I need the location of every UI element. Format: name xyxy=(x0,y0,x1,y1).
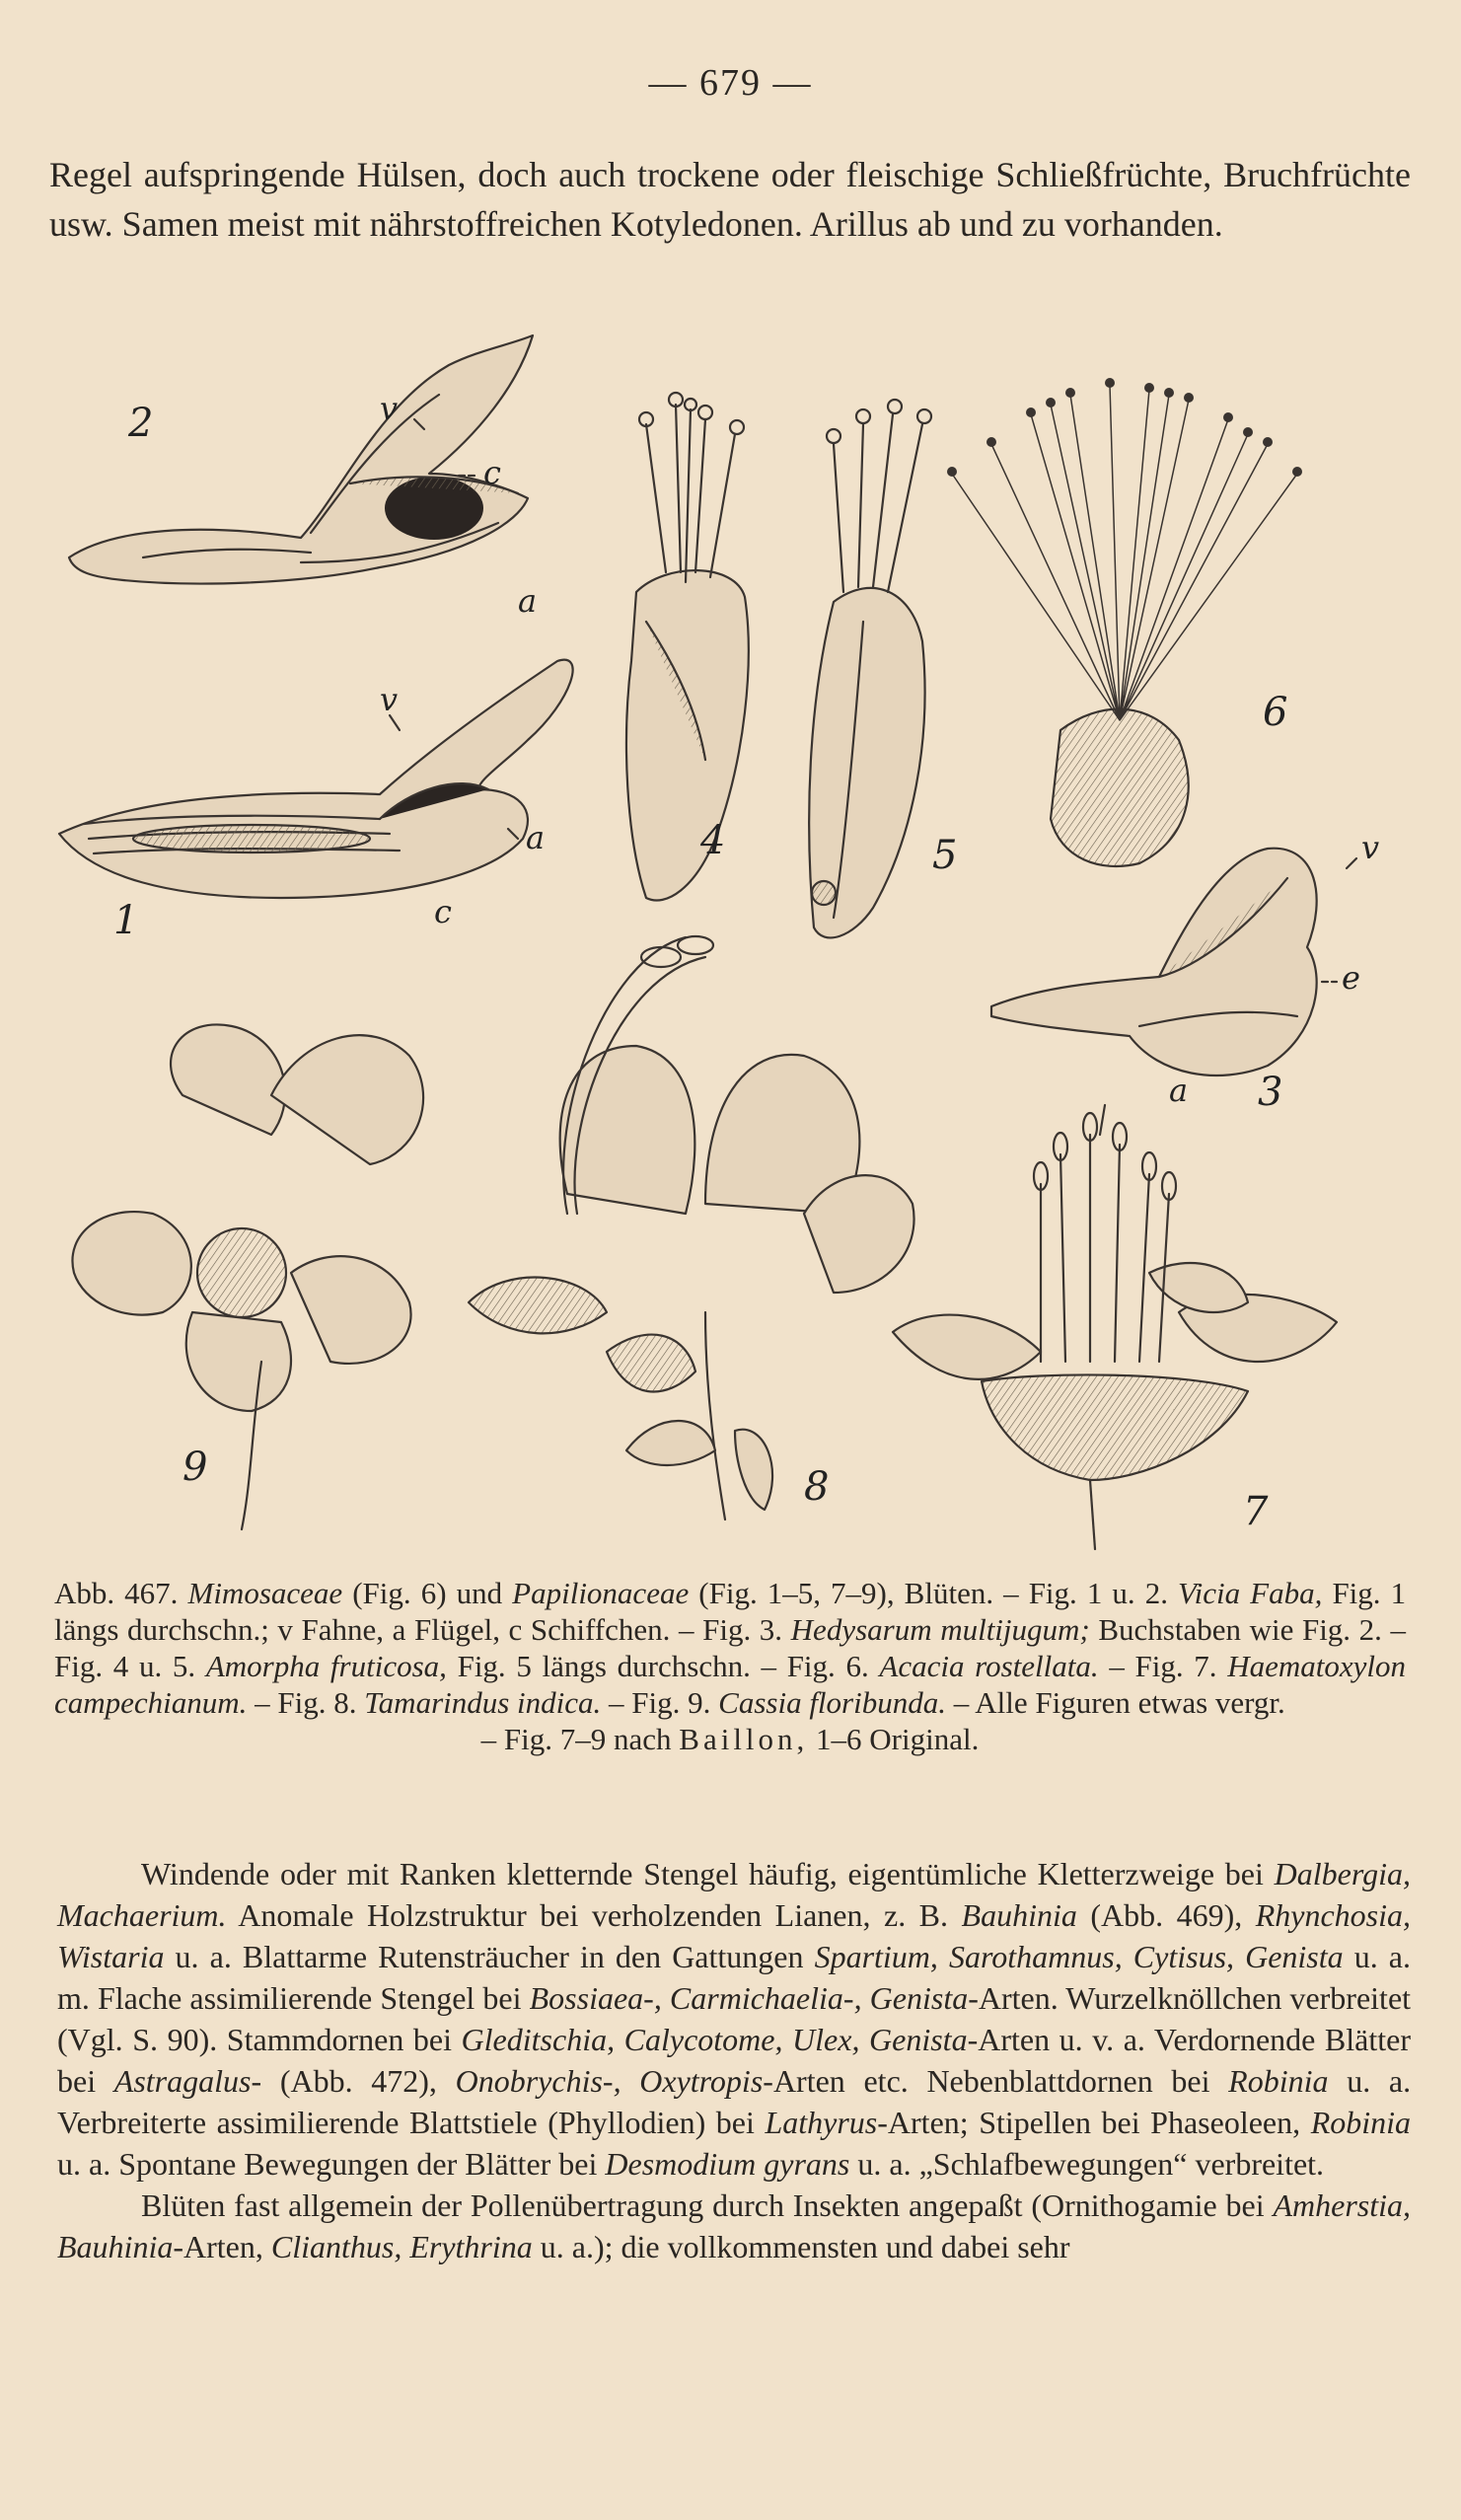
fig3-label-e: e xyxy=(1342,959,1360,997)
fig-label-7: 7 xyxy=(1243,1489,1269,1534)
body-paragraph-1 xyxy=(57,1853,1411,2185)
body-text-run: u. a. Blattarme Rutensträucher in den Gattungen xyxy=(175,1939,804,1974)
body-taxon: Robinia xyxy=(1228,2063,1329,2099)
body-paragraph-2 xyxy=(57,2185,1411,2267)
figure-1-drawing xyxy=(59,660,573,898)
body-taxon: Bauhinia xyxy=(961,1897,1077,1933)
fig1-label-v: v xyxy=(380,681,399,718)
fig-label-6: 6 xyxy=(1263,690,1288,735)
figure-5-drawing xyxy=(809,400,931,937)
fig3-label-a: a xyxy=(1169,1072,1189,1109)
body-taxon: Dalbergia, Machaerium. xyxy=(57,1856,1411,1933)
figure-7-drawing xyxy=(893,1105,1337,1549)
body-text-run: Windende oder mit Ranken kletternde Stengel häufig, eigentümliche Kletterzweige bei xyxy=(141,1856,1264,1891)
fig2-label-a: a xyxy=(518,582,538,620)
fig-label-3: 3 xyxy=(1258,1070,1283,1115)
fig2-label-v: v xyxy=(380,390,399,427)
caption-author: Baillon, xyxy=(679,1722,809,1756)
caption-text: (Fig. 6) und xyxy=(352,1576,503,1610)
body-taxon: Lathyrus- xyxy=(765,2105,888,2140)
body-text-run: Blüten fast allgemein der Pollenübertragung durch Insekten angepaßt (Ornithogamie bei xyxy=(141,2187,1265,2223)
caption-source-line xyxy=(54,1721,1406,1757)
body-text-run: (Abb. 469), xyxy=(1090,1897,1243,1933)
caption-taxon: Acacia rostellata. xyxy=(879,1649,1099,1683)
figure-6-drawing xyxy=(947,378,1302,866)
body-text-run: Anomale Holzstruktur bei verholzenden Lianen, z. B. xyxy=(238,1897,949,1933)
body-text-run: Arten; Stipellen bei Phaseoleen, xyxy=(887,2105,1301,2140)
figure-caption xyxy=(54,1575,1406,1757)
figure-illustration xyxy=(54,326,1411,1569)
botanical-figure-plate xyxy=(54,326,1411,1569)
caption-text: – Fig. 8. xyxy=(255,1685,357,1720)
fig-label-2: 2 xyxy=(128,401,154,446)
caption-paragraph xyxy=(54,1575,1406,1721)
fig-label-4: 4 xyxy=(700,818,726,863)
fig-label-5: 5 xyxy=(932,833,958,878)
caption-text: – Fig. 7. xyxy=(1109,1649,1217,1683)
fig-label-1: 1 xyxy=(113,898,139,943)
caption-taxon: Papilionaceae xyxy=(512,1576,690,1610)
caption-text: – Fig. 7–9 nach xyxy=(480,1722,672,1756)
caption-taxon: Tamarindus indica. xyxy=(364,1685,602,1720)
caption-taxon: Haematoxylon campechianum. xyxy=(54,1649,1407,1720)
figure-2-drawing xyxy=(69,335,533,584)
body-taxon: Onobrychis-, Oxytropis- xyxy=(455,2063,773,2099)
figure-9-drawing xyxy=(72,1024,423,1529)
caption-taxon: Amorpha fruticosa, xyxy=(205,1649,447,1683)
body-taxon: Gleditschia, Calycotome, Ulex, Genista- xyxy=(461,2022,979,2057)
caption-abb: Abb. 467. xyxy=(54,1576,179,1610)
caption-text: 1–6 Original. xyxy=(816,1722,980,1756)
figure-8-drawing xyxy=(469,936,914,1519)
body-text-run: u. a.); die vollkommensten und dabei sehr xyxy=(540,2229,1070,2264)
body-taxon: Amherstia, Bauhinia- xyxy=(57,2187,1412,2264)
body-taxon: Rhynchosia, Wistaria xyxy=(57,1897,1412,1974)
caption-text: Buchstaben wie Fig. 2. – Fig. 4 u. 5. xyxy=(54,1612,1407,1683)
fig3-label-v: v xyxy=(1361,829,1380,866)
body-taxon: Robinia xyxy=(1310,2105,1412,2140)
intro-paragraph xyxy=(49,150,1411,249)
body-taxon: Spartium, Sarothamnus, Cytisus, Genista xyxy=(814,1939,1344,1974)
caption-text: (Fig. 1–5, 7–9), Blüten. – Fig. 1 u. 2. xyxy=(698,1576,1168,1610)
body-text-run: Arten etc. Nebenblattdornen bei xyxy=(772,2063,1210,2099)
fig1-label-a: a xyxy=(526,819,546,856)
body-text-run: Arten u. v. a. Verdornende Blätter bei xyxy=(57,2022,1411,2099)
caption-taxon: Cassia floribunda. xyxy=(718,1685,946,1720)
fig2-label-c: c xyxy=(483,454,501,491)
page-number: — 679 — xyxy=(648,62,813,104)
body-text-run: Arten, xyxy=(183,2229,263,2264)
body-taxon: Astragalus- xyxy=(113,2063,262,2099)
fig-label-8: 8 xyxy=(804,1464,830,1510)
caption-text: – Fig. 9. xyxy=(609,1685,711,1720)
body-text-run: u. a. m. Flache assimilierende Stengel bei xyxy=(57,1939,1411,2016)
fig1-label-c: c xyxy=(434,893,452,930)
caption-taxon: Hedysarum multijugum; xyxy=(790,1612,1090,1647)
body-taxon: Desmodium gyrans xyxy=(605,2146,850,2182)
fig-label-9: 9 xyxy=(183,1445,208,1490)
body-text-run: u. a. „Schlafbewegungen“ verbreitet. xyxy=(857,2146,1325,2182)
caption-text: – Alle Figuren etwas vergr. xyxy=(953,1685,1285,1720)
intro-text: Regel aufspringende Hülsen, doch auch trockene oder fleischige Schließfrüchte, Bruchfrüchte usw. Samen meist mit nährstoffreichen Kotyledonen. Arillus ab und zu vorhanden. xyxy=(49,155,1411,244)
caption-text: Fig. 1 längs durchschn.; v Fahne, a Flügel, c Schiffchen. – Fig. 3. xyxy=(54,1576,1407,1647)
body-text-run: u. a. Spontane Bewegungen der Blätter bei xyxy=(57,2146,598,2182)
body-text xyxy=(57,1853,1411,2267)
body-taxon: Clianthus, Erythrina xyxy=(270,2229,533,2264)
caption-taxon: Vicia Faba, xyxy=(1178,1576,1323,1610)
figure-4-drawing xyxy=(626,393,749,901)
figure-3-drawing xyxy=(991,849,1317,1075)
body-taxon: Bossiaea-, Carmichaelia-, Genista- xyxy=(529,1980,979,2016)
caption-text: Fig. 5 längs durchschn. – Fig. 6. xyxy=(457,1649,869,1683)
caption-taxon: Mimosaceae xyxy=(187,1576,343,1610)
body-text-run: u. a. Verbreiterte assimilierende Blattstiele (Phyllodien) bei xyxy=(57,2063,1412,2140)
body-text-run: (Abb. 472), xyxy=(279,2063,437,2099)
body-text-run: Arten. Wurzelknöllchen verbreitet (Vgl. S. 90). Stammdornen bei xyxy=(57,1980,1412,2057)
